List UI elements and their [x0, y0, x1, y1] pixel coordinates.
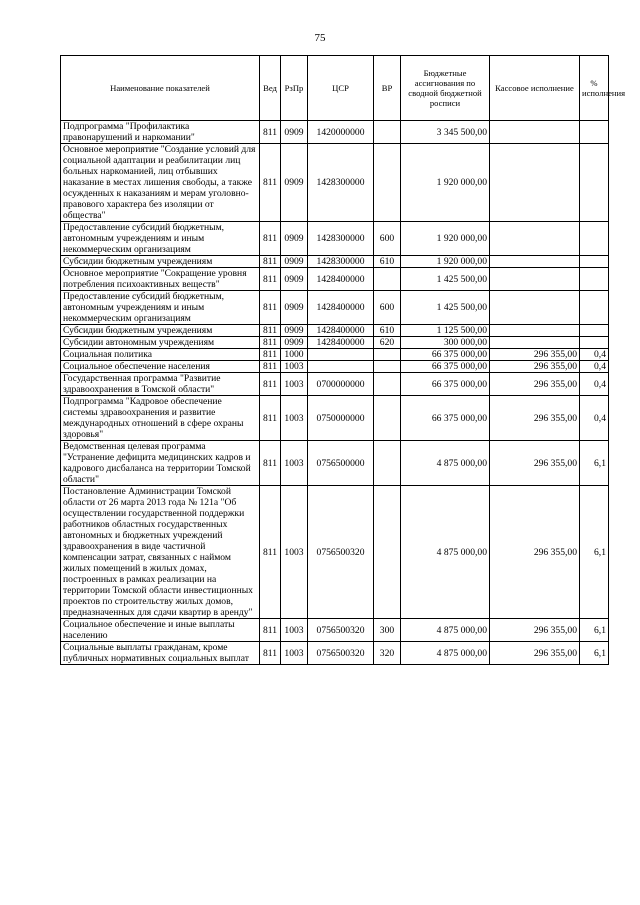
- row-assignments: 1 425 500,00: [401, 268, 490, 291]
- row-rzpr: 1003: [281, 441, 308, 486]
- table-row: [61, 642, 609, 665]
- row-percent: 6,1: [580, 642, 609, 665]
- row-ved: 811: [260, 642, 281, 665]
- row-rzpr: 1003: [281, 619, 308, 642]
- row-percent: [580, 222, 609, 256]
- row-vr: [374, 441, 401, 486]
- row-name: Подпрограмма "Профилактика правонарушений и наркомании": [61, 121, 260, 144]
- header-csr: ЦСР: [308, 56, 374, 121]
- row-rzpr: 0909: [281, 121, 308, 144]
- row-percent: 0,4: [580, 396, 609, 441]
- row-name: Ведомственная целевая программа "Устранение дефицита медицинских кадров и кадрового дисбаланса на территории Томской области": [61, 441, 260, 486]
- row-vr: [374, 268, 401, 291]
- row-csr: [308, 349, 374, 361]
- table-row: [61, 291, 609, 325]
- row-rzpr: 0909: [281, 337, 308, 349]
- row-ved: 811: [260, 325, 281, 337]
- row-csr: 1428400000: [308, 325, 374, 337]
- row-name: Социальное обеспечение и иные выплаты населению: [61, 619, 260, 642]
- row-rzpr: 0909: [281, 325, 308, 337]
- row-ved: 811: [260, 619, 281, 642]
- row-csr: 0700000000: [308, 373, 374, 396]
- header-cash: Кассовое исполнение: [490, 56, 580, 121]
- row-percent: [580, 325, 609, 337]
- row-cash: [490, 268, 580, 291]
- row-assignments: 1 425 500,00: [401, 291, 490, 325]
- row-vr: 620: [374, 337, 401, 349]
- row-assignments: 4 875 000,00: [401, 619, 490, 642]
- row-ved: 811: [260, 361, 281, 373]
- row-cash: [490, 222, 580, 256]
- row-rzpr: 0909: [281, 268, 308, 291]
- header-row: [61, 56, 609, 121]
- row-percent: [580, 256, 609, 268]
- row-vr: 610: [374, 325, 401, 337]
- row-assignments: 1 920 000,00: [401, 256, 490, 268]
- row-name: Социальное обеспечение населения: [61, 361, 260, 373]
- row-cash: [490, 256, 580, 268]
- table-row: [61, 349, 609, 361]
- row-vr: 300: [374, 619, 401, 642]
- row-assignments: 66 375 000,00: [401, 373, 490, 396]
- row-rzpr: 1003: [281, 486, 308, 619]
- table-row: [61, 486, 609, 619]
- row-percent: 0,4: [580, 361, 609, 373]
- row-rzpr: 1003: [281, 373, 308, 396]
- row-vr: [374, 486, 401, 619]
- row-percent: [580, 268, 609, 291]
- row-percent: [580, 337, 609, 349]
- row-vr: 600: [374, 222, 401, 256]
- row-ved: 811: [260, 337, 281, 349]
- row-rzpr: 0909: [281, 291, 308, 325]
- row-name: Субсидии бюджетным учреждениям: [61, 325, 260, 337]
- row-cash: 296 355,00: [490, 396, 580, 441]
- row-percent: 0,4: [580, 373, 609, 396]
- row-csr: 1420000000: [308, 121, 374, 144]
- row-ved: 811: [260, 373, 281, 396]
- header-ved: Вед: [260, 56, 281, 121]
- row-rzpr: 0909: [281, 256, 308, 268]
- row-cash: [490, 144, 580, 222]
- row-csr: 1428400000: [308, 268, 374, 291]
- row-name: Субсидии автономным учреждениям: [61, 337, 260, 349]
- row-ved: 811: [260, 486, 281, 619]
- table-row: [61, 121, 609, 144]
- row-rzpr: 0909: [281, 144, 308, 222]
- row-ved: 811: [260, 349, 281, 361]
- row-assignments: 4 875 000,00: [401, 642, 490, 665]
- row-csr: 0756500320: [308, 619, 374, 642]
- row-cash: [490, 325, 580, 337]
- row-csr: 0756500320: [308, 642, 374, 665]
- table-row: [61, 373, 609, 396]
- row-csr: 0756500320: [308, 486, 374, 619]
- row-percent: [580, 144, 609, 222]
- row-ved: 811: [260, 268, 281, 291]
- row-rzpr: 0909: [281, 222, 308, 256]
- row-cash: 296 355,00: [490, 486, 580, 619]
- row-csr: 1428300000: [308, 222, 374, 256]
- row-vr: [374, 144, 401, 222]
- row-cash: [490, 337, 580, 349]
- row-csr: 1428300000: [308, 144, 374, 222]
- table-row: [61, 256, 609, 268]
- row-ved: 811: [260, 256, 281, 268]
- row-cash: 296 355,00: [490, 642, 580, 665]
- row-csr: 0756500000: [308, 441, 374, 486]
- row-percent: 6,1: [580, 619, 609, 642]
- row-name: Социальная политика: [61, 349, 260, 361]
- row-assignments: 3 345 500,00: [401, 121, 490, 144]
- row-ved: 811: [260, 396, 281, 441]
- row-csr: 1428400000: [308, 291, 374, 325]
- header-rzpr: РзПр: [281, 56, 308, 121]
- row-csr: 1428300000: [308, 256, 374, 268]
- row-name: Субсидии бюджетным учреждениям: [61, 256, 260, 268]
- row-name: Социальные выплаты гражданам, кроме публичных нормативных социальных выплат: [61, 642, 260, 665]
- row-assignments: 66 375 000,00: [401, 349, 490, 361]
- row-vr: 600: [374, 291, 401, 325]
- row-vr: [374, 396, 401, 441]
- row-cash: [490, 291, 580, 325]
- row-ved: 811: [260, 291, 281, 325]
- row-rzpr: 1003: [281, 396, 308, 441]
- row-ved: 811: [260, 222, 281, 256]
- row-cash: [490, 121, 580, 144]
- row-assignments: 1 920 000,00: [401, 222, 490, 256]
- row-vr: [374, 361, 401, 373]
- page-number: 75: [314, 32, 326, 44]
- row-vr: 320: [374, 642, 401, 665]
- row-assignments: 4 875 000,00: [401, 441, 490, 486]
- row-percent: 0,4: [580, 349, 609, 361]
- row-rzpr: 1000: [281, 349, 308, 361]
- row-percent: 6,1: [580, 486, 609, 619]
- row-csr: [308, 361, 374, 373]
- row-percent: 6,1: [580, 441, 609, 486]
- table-row: [61, 396, 609, 441]
- row-cash: 296 355,00: [490, 361, 580, 373]
- row-assignments: 300 000,00: [401, 337, 490, 349]
- row-name: Государственная программа "Развитие здравоохранения в Томской области": [61, 373, 260, 396]
- row-percent: [580, 121, 609, 144]
- row-vr: [374, 373, 401, 396]
- table-row: [61, 144, 609, 222]
- row-rzpr: 1003: [281, 642, 308, 665]
- header-vr: ВР: [374, 56, 401, 121]
- table-row: [61, 337, 609, 349]
- row-assignments: 1 125 500,00: [401, 325, 490, 337]
- header-percent: % исполнения: [580, 56, 609, 121]
- table-row: [61, 619, 609, 642]
- row-name: Предоставление субсидий бюджетным, автономным учреждениям и иным некоммерческим организациям: [61, 222, 260, 256]
- table-row: [61, 222, 609, 256]
- header-assignments: Бюджетные ассигнования по сводной бюджетной росписи: [401, 56, 490, 121]
- row-name: Основное мероприятие "Сокращение уровня потребления психоактивных веществ": [61, 268, 260, 291]
- row-assignments: 4 875 000,00: [401, 486, 490, 619]
- table-row: [61, 325, 609, 337]
- row-assignments: 66 375 000,00: [401, 396, 490, 441]
- row-assignments: 1 920 000,00: [401, 144, 490, 222]
- table-row: [61, 361, 609, 373]
- row-csr: 0750000000: [308, 396, 374, 441]
- row-cash: 296 355,00: [490, 441, 580, 486]
- row-name: Постановление Администрации Томской области от 26 марта 2013 года № 121а "Об осуществлении государственной поддержки работников областных государственных автономных и бюджетных учреждений здравоохранения в виде частичной компенсации затрат, связанных с наймом жилых помещений в жилых домах, построенных в рамках реализации на территории Томской области инвестиционных проектов по строительству жилых домов, предназначенных для сдачи квартир в аренду": [61, 486, 260, 619]
- row-csr: 1428400000: [308, 337, 374, 349]
- budget-table: [60, 55, 626, 665]
- row-vr: [374, 349, 401, 361]
- row-name: Предоставление субсидий бюджетным, автономным учреждениям и иным некоммерческим организациям: [61, 291, 260, 325]
- row-percent: [580, 291, 609, 325]
- row-vr: 610: [374, 256, 401, 268]
- row-cash: 296 355,00: [490, 349, 580, 361]
- row-cash: 296 355,00: [490, 373, 580, 396]
- header-name: Наименование показателей: [61, 56, 260, 121]
- row-assignments: 66 375 000,00: [401, 361, 490, 373]
- row-name: Подпрограмма "Кадровое обеспечение системы здравоохранения и развитие международных отношений в сфере охраны здоровья": [61, 396, 260, 441]
- row-ved: 811: [260, 121, 281, 144]
- table-row: [61, 441, 609, 486]
- table-row: [61, 268, 609, 291]
- row-name: Основное мероприятие "Создание условий для социальной адаптации и реабилитации лиц больных наркоманией, лиц отбывших наказание в местах лишения свободы, а также осужденных к наказаниям и мерам уголовно-правового характера без изоляции от общества": [61, 144, 260, 222]
- row-cash: 296 355,00: [490, 619, 580, 642]
- row-ved: 811: [260, 441, 281, 486]
- row-vr: [374, 121, 401, 144]
- row-ved: 811: [260, 144, 281, 222]
- row-rzpr: 1003: [281, 361, 308, 373]
